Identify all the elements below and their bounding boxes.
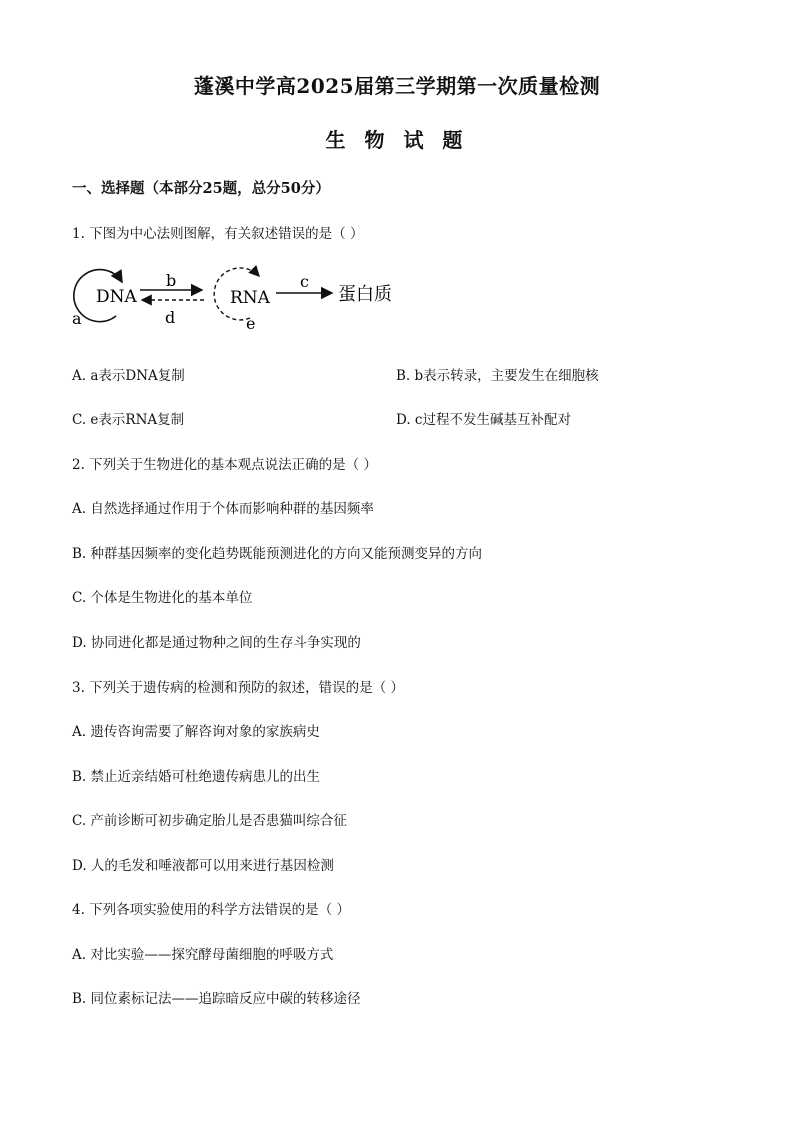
question-3-option-a: A. 遗传咨询需要了解咨询对象的家族病史	[72, 724, 320, 740]
node-protein: 蛋白质	[338, 284, 392, 305]
central-dogma-diagram	[64, 262, 424, 334]
label-d: d	[165, 308, 176, 327]
question-1-option-c: C. e表示RNA复制	[72, 412, 185, 428]
node-rna: RNA	[230, 288, 270, 308]
question-2-option-c: C. 个体是生物进化的基本单位	[72, 590, 253, 606]
question-3-option-d: D. 人的毛发和唾液都可以用来进行基因检测	[72, 858, 334, 874]
question-1-option-a: A. a表示DNA复制	[72, 368, 185, 384]
label-c: c	[300, 272, 309, 291]
section-heading: 一、选择题（本部分25题，总分50分）	[72, 180, 330, 197]
question-2-option-a: A. 自然选择通过作用于个体而影响种群的基因频率	[72, 501, 374, 517]
label-e: e	[246, 314, 256, 333]
question-1-option-d: D. c过程不发生碱基互补配对	[396, 412, 571, 428]
question-3-option-c: C. 产前诊断可初步确定胎儿是否患猫叫综合征	[72, 813, 347, 829]
question-4-stem: 4. 下列各项实验使用的科学方法错误的是（ ）	[72, 902, 350, 918]
subject-title: 生 物 试 题	[325, 128, 469, 152]
question-4-option-a: A. 对比实验——探究酵母菌细胞的呼吸方式	[72, 947, 334, 963]
question-4-option-b: B. 同位素标记法——追踪暗反应中碳的转移途径	[72, 991, 361, 1007]
question-1-option-b: B. b表示转录，主要发生在细胞核	[396, 368, 599, 384]
question-2-stem: 2. 下列关于生物进化的基本观点说法正确的是（ ）	[72, 457, 377, 473]
question-1-stem: 1. 下图为中心法则图解，有关叙述错误的是（ ）	[72, 226, 364, 242]
question-3-stem: 3. 下列关于遗传病的检测和预防的叙述，错误的是（ ）	[72, 680, 404, 696]
question-2-option-d: D. 协同进化都是通过物种之间的生存斗争实现的	[72, 635, 361, 651]
node-dna: DNA	[96, 287, 137, 307]
exam-title: 蓬溪中学高2025届第三学期第一次质量检测	[193, 74, 601, 98]
question-3-option-b: B. 禁止近亲结婚可杜绝遗传病患儿的出生	[72, 769, 321, 785]
question-2-option-b: B. 种群基因频率的变化趋势既能预测进化的方向又能预测变异的方向	[72, 546, 483, 562]
label-b: b	[166, 271, 177, 290]
label-a: a	[72, 309, 82, 328]
